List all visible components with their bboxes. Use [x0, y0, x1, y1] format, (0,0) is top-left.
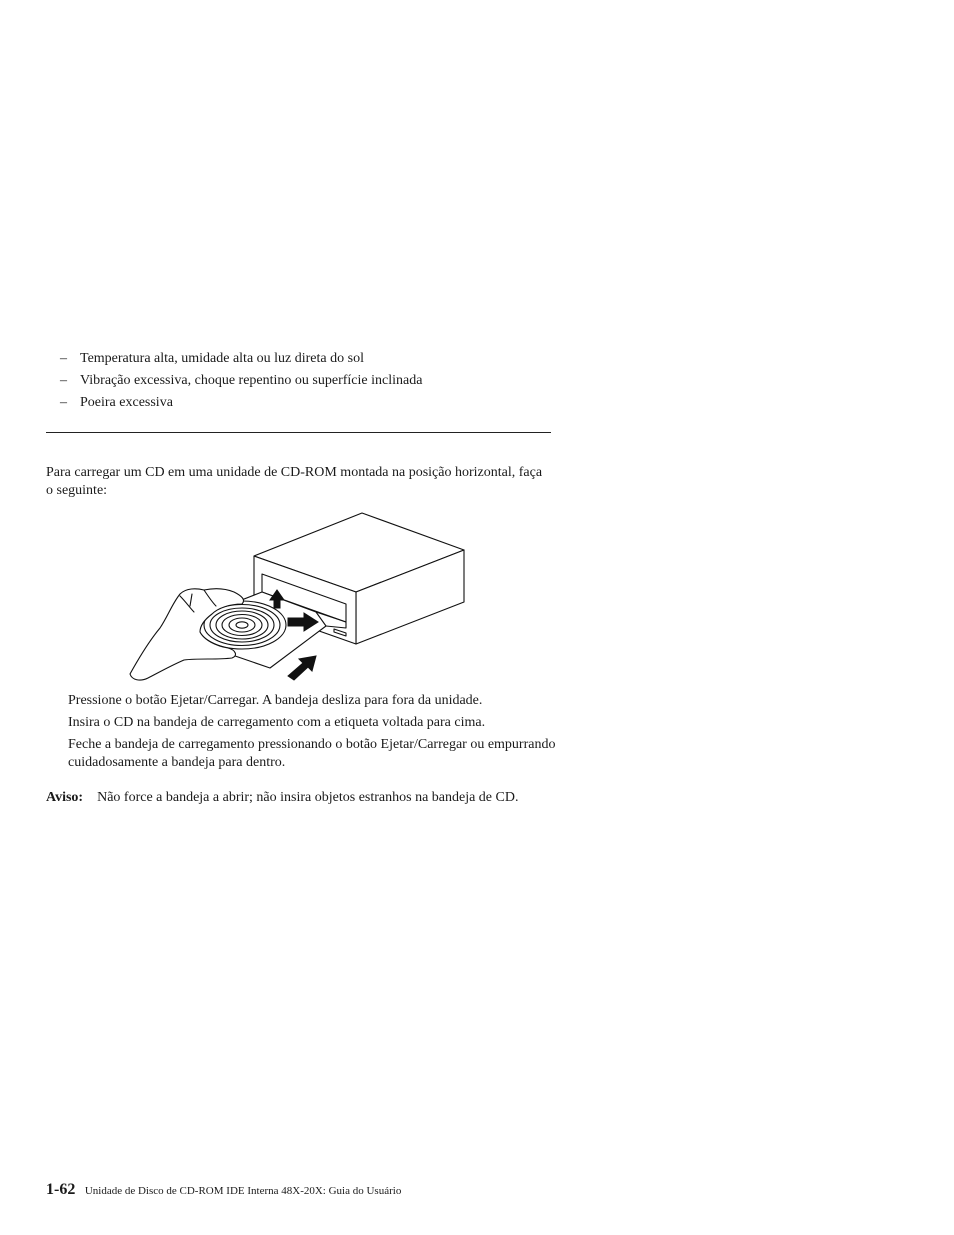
list-item [60, 372, 422, 394]
list-item-text: Poeira excessiva [80, 395, 173, 410]
section-divider [46, 432, 551, 433]
list-marker: – [60, 373, 67, 388]
list-item: Pressione o botão Ejetar/Carregar. A bandeja desliza para fora da unidade. [68, 693, 483, 708]
list-item [60, 394, 422, 416]
cd-loading-figure [120, 508, 480, 689]
precaution-list [60, 350, 422, 416]
intro-paragraph: Para carregar um CD em uma unidade de CD-ROM montada na posição horizontal, faça o seguinte: [46, 465, 543, 498]
notice-paragraph [46, 789, 546, 807]
list-marker: – [60, 351, 67, 366]
notice-label: Aviso: [46, 790, 84, 805]
cd-loading-illustration-icon [120, 508, 480, 684]
list-item [60, 350, 422, 372]
arrow-diagonal-icon [288, 656, 316, 680]
list-item-text: Temperatura alta, umidade alta ou luz direta do sol [80, 351, 364, 366]
page-number: 1-62 [46, 1181, 76, 1198]
page-footer [46, 1181, 401, 1199]
loading-steps [68, 692, 558, 776]
list-item-text: Vibração excessiva, choque repentino ou superfície inclinada [80, 373, 423, 388]
document-title: Unidade de Disco de CD-ROM IDE Interna 48X-20X: Guia do Usuário [84, 1185, 402, 1197]
list-marker: – [60, 395, 67, 410]
list-item: Insira o CD na bandeja de carregamento com a etiqueta voltada para cima. [68, 715, 486, 730]
notice-text: Não force a bandeja a abrir; não insira objetos estranhos na bandeja de CD. [97, 790, 519, 805]
list-item: Feche a bandeja de carregamento pressionando o botão Ejetar/Carregar ou empurrando cuidadosamente a bandeja para dentro. [68, 737, 556, 770]
